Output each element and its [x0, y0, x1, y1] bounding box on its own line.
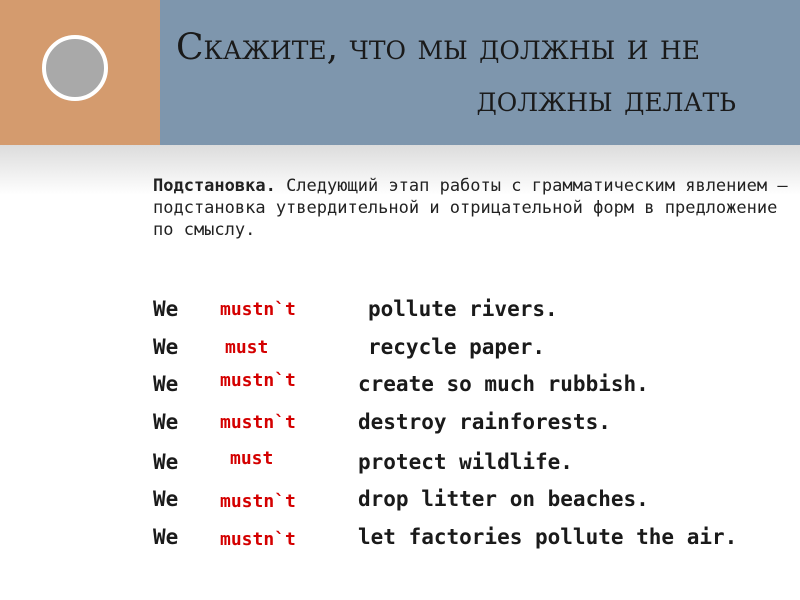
title-line-1: Скажите, что мы должны и не: [176, 27, 701, 68]
sentence-rest: pollute rivers.: [368, 297, 558, 321]
sentence-answer: mustn`t: [220, 299, 296, 320]
sentence-subject: We: [153, 487, 179, 511]
sentence-rest: protect wildlife.: [358, 450, 573, 474]
sentence-rest: let factories pollute the air.: [358, 525, 738, 549]
sentence-rest: create so much rubbish.: [358, 372, 649, 396]
sentence-rest: recycle paper.: [368, 335, 546, 359]
sentence-subject: We: [153, 450, 179, 474]
intro-paragraph: [153, 175, 793, 241]
sentence-subject: We: [153, 372, 179, 396]
sentence-answer: must: [230, 448, 274, 469]
slide-title: [176, 22, 776, 126]
sentence-answer: mustn`t: [220, 412, 296, 433]
sentence-subject: We: [153, 410, 179, 434]
sentence-rest: destroy rainforests.: [358, 410, 611, 434]
sentence-rest: drop litter on beaches.: [358, 487, 649, 511]
sentence-answer: mustn`t: [220, 491, 296, 512]
sentence-subject: We: [153, 297, 179, 321]
decorative-circle: [42, 35, 108, 101]
intro-text: Следующий этап работы с грамматическим явлением – подстановка утвердительной и отрицательной форм в предложение по смыслу.: [153, 176, 788, 240]
sentence-subject: We: [153, 335, 179, 359]
title-line-2: должны делать: [476, 79, 736, 120]
intro-bold-label: Подстановка.: [153, 176, 276, 196]
sentence-answer: mustn`t: [220, 370, 296, 391]
accent-band: [0, 0, 160, 145]
sentence-answer: must: [225, 337, 269, 358]
sentence-subject: We: [153, 525, 179, 549]
sentence-answer: mustn`t: [220, 529, 296, 550]
